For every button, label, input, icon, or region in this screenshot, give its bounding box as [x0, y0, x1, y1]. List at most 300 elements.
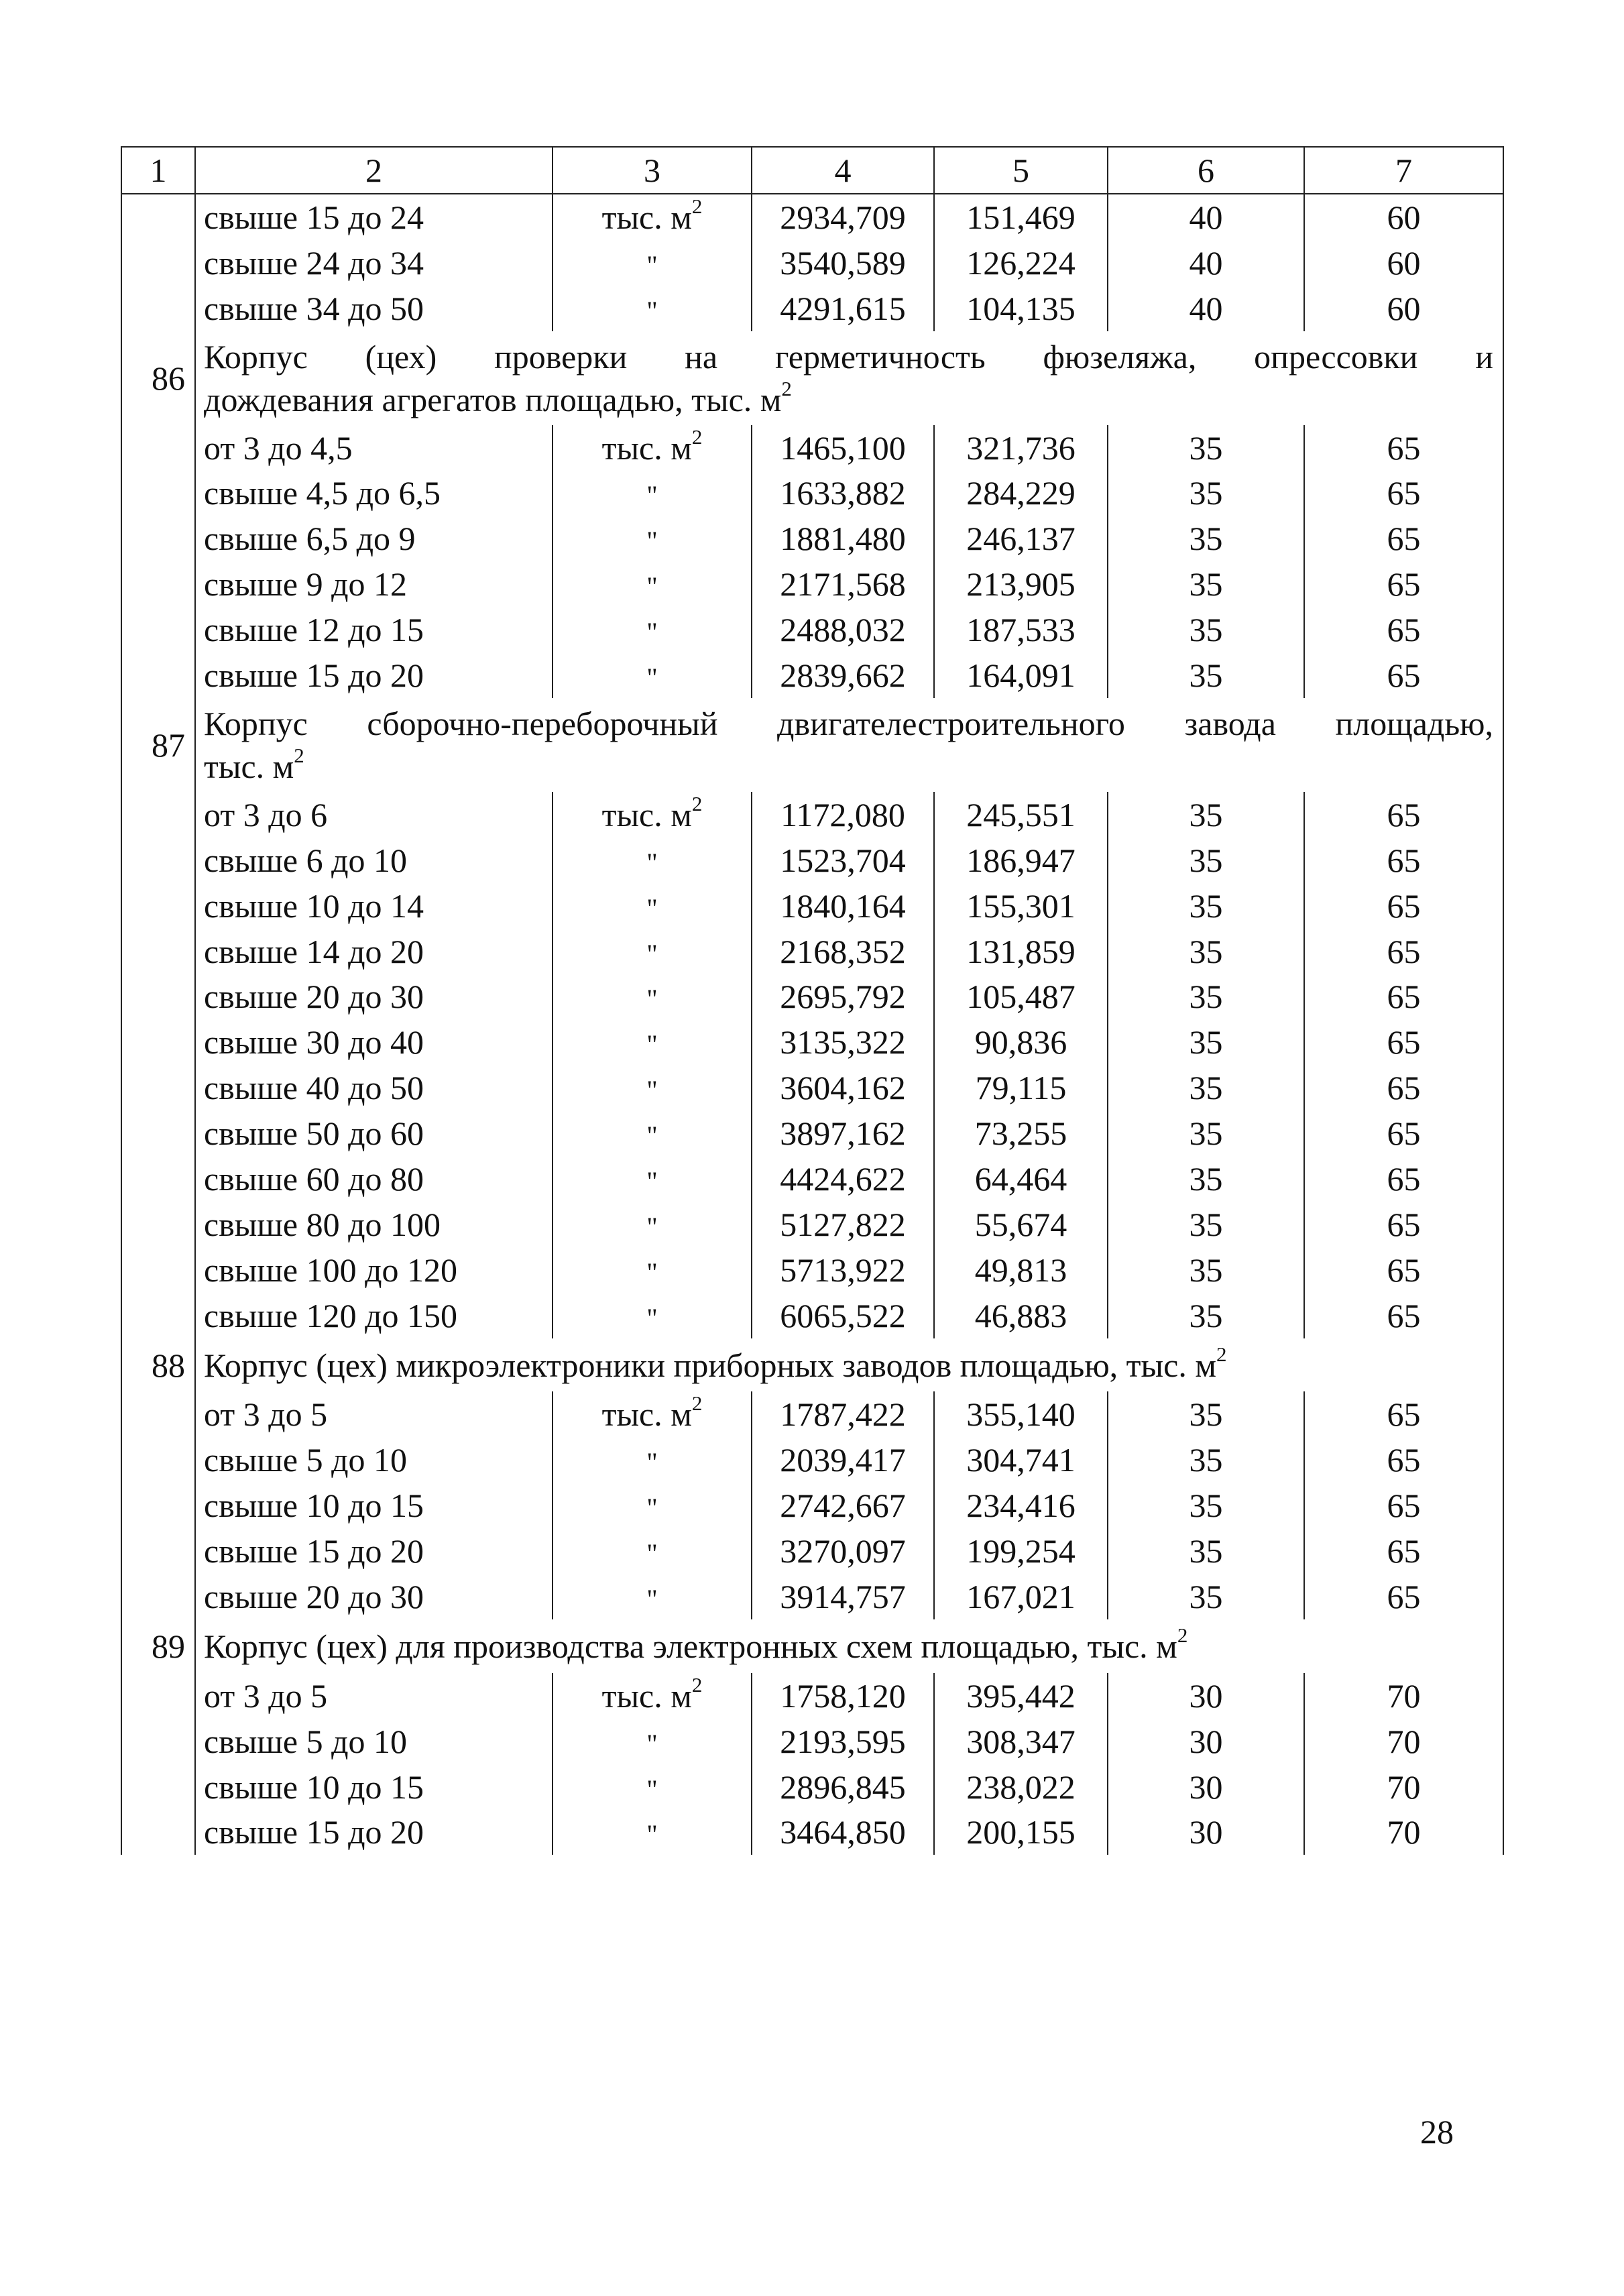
unit-cell [553, 1391, 752, 1437]
unit-cell [553, 516, 752, 561]
unit-cell [553, 1247, 752, 1293]
empty-number-cell [121, 1293, 195, 1338]
unit-cell [553, 838, 752, 883]
section-title-line1: Корпус (цех) проверки на герметичность фюзеляжа, опрессовки и [204, 337, 1493, 376]
unit-cell [553, 652, 752, 698]
value-col5: 73,255 [934, 1110, 1108, 1156]
section-title [195, 331, 1503, 425]
value-col6: 30 [1108, 1673, 1304, 1719]
unit-cell [553, 1673, 752, 1719]
value-col5: 55,674 [934, 1202, 1108, 1247]
section-title-line2-wrap [204, 745, 1493, 788]
unit-cell [553, 240, 752, 286]
empty-number-cell [121, 1019, 195, 1065]
value-col6: 35 [1108, 1110, 1304, 1156]
size-range: свыше 10 до 15 [195, 1764, 553, 1810]
table-row [121, 286, 1503, 331]
value-col4: 6065,522 [752, 1293, 934, 1338]
column-header-1: 1 [121, 147, 195, 194]
value-col4: 2934,709 [752, 194, 934, 240]
section-title-row [121, 331, 1503, 425]
value-col5: 187,533 [934, 607, 1108, 652]
value-col4: 3135,322 [752, 1019, 934, 1065]
empty-number-cell [121, 1065, 195, 1110]
value-col7: 65 [1304, 425, 1503, 471]
value-col6: 35 [1108, 929, 1304, 974]
value-col7: 60 [1304, 194, 1503, 240]
value-col7: 65 [1304, 652, 1503, 698]
column-header-3: 3 [553, 147, 752, 194]
section-title [195, 1338, 1503, 1392]
unit-text: тыс. м [601, 1676, 692, 1715]
section-title-row [121, 1619, 1503, 1673]
unit-superscript: 2 [691, 1391, 703, 1416]
table-row [121, 516, 1503, 561]
empty-number-cell [121, 838, 195, 883]
section-title-row [121, 1338, 1503, 1392]
value-col7: 70 [1304, 1673, 1503, 1719]
unit-text: " [646, 1447, 658, 1478]
unit-cell [553, 883, 752, 929]
unit-text: " [646, 1211, 658, 1242]
size-range: от 3 до 5 [195, 1391, 553, 1437]
unit-cell [553, 1156, 752, 1202]
value-col4: 3604,162 [752, 1065, 934, 1110]
unit-superscript: 2 [691, 791, 703, 815]
value-col5: 126,224 [934, 240, 1108, 286]
value-col7: 65 [1304, 1110, 1503, 1156]
empty-number-cell [121, 1247, 195, 1293]
unit-text: " [646, 1029, 658, 1060]
value-col7: 65 [1304, 1293, 1503, 1338]
value-col7: 65 [1304, 1247, 1503, 1293]
table-row [121, 1247, 1503, 1293]
value-col6: 35 [1108, 1019, 1304, 1065]
unit-text: " [646, 571, 658, 602]
table-row [121, 194, 1503, 240]
value-col5: 199,254 [934, 1528, 1108, 1574]
value-col6: 35 [1108, 1391, 1304, 1437]
unit-cell [553, 974, 752, 1019]
value-col4: 1172,080 [752, 792, 934, 838]
size-range: свыше 10 до 15 [195, 1483, 553, 1528]
unit-cell [553, 1293, 752, 1338]
unit-text: " [646, 1075, 658, 1106]
value-col7: 60 [1304, 240, 1503, 286]
value-col7: 65 [1304, 470, 1503, 516]
table-row [121, 1764, 1503, 1810]
table-row [121, 929, 1503, 974]
column-header-4: 4 [752, 147, 934, 194]
table-row [121, 561, 1503, 607]
unit-cell [553, 1065, 752, 1110]
size-range: свыше 5 до 10 [195, 1437, 553, 1483]
value-col5: 355,140 [934, 1391, 1108, 1437]
table-row [121, 1437, 1503, 1483]
table-row [121, 240, 1503, 286]
value-col6: 35 [1108, 1437, 1304, 1483]
unit-superscript: 2 [294, 743, 304, 767]
table-row [121, 792, 1503, 838]
value-col4: 2488,032 [752, 607, 934, 652]
size-range: свыше 14 до 20 [195, 929, 553, 974]
value-col4: 1758,120 [752, 1673, 934, 1719]
value-col7: 65 [1304, 561, 1503, 607]
value-col7: 65 [1304, 1574, 1503, 1619]
table-body [121, 147, 1503, 1855]
unit-text: " [646, 617, 658, 648]
unit-cell [553, 1528, 752, 1574]
table-row [121, 974, 1503, 1019]
empty-number-cell [121, 1719, 195, 1764]
unit-cell [553, 1110, 752, 1156]
value-col6: 35 [1108, 1293, 1304, 1338]
value-col5: 151,469 [934, 194, 1108, 240]
unit-text: " [646, 1728, 658, 1759]
unit-text: " [646, 1538, 658, 1569]
value-col4: 2039,417 [752, 1437, 934, 1483]
size-range: свыше 6 до 10 [195, 838, 553, 883]
table-row [121, 1528, 1503, 1574]
value-col6: 35 [1108, 1483, 1304, 1528]
value-col7: 70 [1304, 1764, 1503, 1810]
value-col6: 35 [1108, 1202, 1304, 1247]
unit-text: " [646, 1302, 658, 1333]
unit-cell [553, 561, 752, 607]
unit-text: " [646, 1121, 658, 1151]
unit-superscript: 2 [781, 376, 792, 400]
value-col6: 35 [1108, 425, 1304, 471]
value-col4: 3914,757 [752, 1574, 934, 1619]
unit-text: тыс. м [601, 198, 692, 236]
value-col4: 4424,622 [752, 1156, 934, 1202]
value-col4: 2896,845 [752, 1764, 934, 1810]
value-col4: 2695,792 [752, 974, 934, 1019]
table-row [121, 1065, 1503, 1110]
empty-number-cell [121, 1764, 195, 1810]
size-range: свыше 120 до 150 [195, 1293, 553, 1338]
size-range: от 3 до 5 [195, 1673, 553, 1719]
table-row [121, 652, 1503, 698]
value-col7: 65 [1304, 792, 1503, 838]
value-col7: 65 [1304, 974, 1503, 1019]
unit-text: тыс. м [601, 1395, 692, 1434]
value-col5: 234,416 [934, 1483, 1108, 1528]
value-col6: 35 [1108, 470, 1304, 516]
unit-superscript: 2 [1216, 1342, 1227, 1366]
value-col5: 395,442 [934, 1673, 1108, 1719]
value-col4: 2839,662 [752, 652, 934, 698]
empty-number-cell [121, 240, 195, 286]
size-range: свыше 15 до 20 [195, 1810, 553, 1855]
size-range: свыше 5 до 10 [195, 1719, 553, 1764]
page-number: 28 [1420, 2113, 1454, 2150]
table-row [121, 1391, 1503, 1437]
unit-cell [553, 1719, 752, 1764]
empty-number-cell [121, 561, 195, 607]
size-range: свыше 100 до 120 [195, 1247, 553, 1293]
value-col6: 35 [1108, 974, 1304, 1019]
empty-number-cell [121, 1528, 195, 1574]
value-col7: 65 [1304, 1065, 1503, 1110]
value-col4: 2168,352 [752, 929, 934, 974]
unit-text: " [646, 249, 658, 280]
value-col4: 2193,595 [752, 1719, 934, 1764]
value-col6: 35 [1108, 561, 1304, 607]
value-col5: 90,836 [934, 1019, 1108, 1065]
size-range: свыше 40 до 50 [195, 1065, 553, 1110]
column-header-2: 2 [195, 147, 553, 194]
unit-text: тыс. м [601, 428, 692, 467]
value-col4: 4291,615 [752, 286, 934, 331]
value-col5: 104,135 [934, 286, 1108, 331]
value-col6: 30 [1108, 1719, 1304, 1764]
size-range: от 3 до 6 [195, 792, 553, 838]
size-range: свыше 6,5 до 9 [195, 516, 553, 561]
value-col7: 65 [1304, 883, 1503, 929]
size-range: от 3 до 4,5 [195, 425, 553, 471]
value-col6: 35 [1108, 792, 1304, 838]
value-col6: 35 [1108, 883, 1304, 929]
unit-text: тыс. м [601, 795, 692, 834]
section-number: 89 [121, 1619, 195, 1673]
unit-text: " [646, 662, 658, 693]
unit-text: " [646, 295, 658, 326]
value-col7: 65 [1304, 1156, 1503, 1202]
value-col7: 65 [1304, 1391, 1503, 1437]
unit-text: " [646, 893, 658, 923]
value-col5: 49,813 [934, 1247, 1108, 1293]
size-range: свыше 30 до 40 [195, 1019, 553, 1065]
table-row [121, 1202, 1503, 1247]
unit-cell [553, 607, 752, 652]
section-title-line1: Корпус сборочно-переборочный двигателестроительного завода площадью, [204, 704, 1493, 742]
value-col6: 35 [1108, 1065, 1304, 1110]
empty-number-cell [121, 194, 195, 240]
unit-cell [553, 425, 752, 471]
value-col6: 35 [1108, 1574, 1304, 1619]
value-col4: 1881,480 [752, 516, 934, 561]
empty-number-cell [121, 1391, 195, 1437]
value-col6: 30 [1108, 1810, 1304, 1855]
value-col6: 35 [1108, 652, 1304, 698]
unit-text: " [646, 984, 658, 1015]
value-col7: 65 [1304, 1019, 1503, 1065]
size-range: свыше 24 до 34 [195, 240, 553, 286]
value-col6: 35 [1108, 1156, 1304, 1202]
empty-number-cell [121, 1156, 195, 1202]
unit-cell [553, 1019, 752, 1065]
table-row [121, 883, 1503, 929]
unit-text: " [646, 1774, 658, 1804]
value-col5: 245,551 [934, 792, 1108, 838]
table-row [121, 1574, 1503, 1619]
section-number: 86 [121, 331, 195, 425]
unit-superscript: 2 [691, 424, 703, 449]
value-col4: 3464,850 [752, 1810, 934, 1855]
unit-superscript: 2 [691, 194, 703, 218]
size-range: свыше 15 до 24 [195, 194, 553, 240]
value-col4: 1465,100 [752, 425, 934, 471]
table-row [121, 425, 1503, 471]
table-row [121, 1293, 1503, 1338]
value-col7: 65 [1304, 838, 1503, 883]
value-col5: 131,859 [934, 929, 1108, 974]
value-col5: 79,115 [934, 1065, 1108, 1110]
value-col5: 64,464 [934, 1156, 1108, 1202]
value-col7: 65 [1304, 1202, 1503, 1247]
empty-number-cell [121, 652, 195, 698]
value-col5: 284,229 [934, 470, 1108, 516]
section-title [195, 698, 1503, 792]
value-col5: 238,022 [934, 1764, 1108, 1810]
table-row [121, 1719, 1503, 1764]
size-range: свыше 9 до 12 [195, 561, 553, 607]
value-col6: 35 [1108, 516, 1304, 561]
empty-number-cell [121, 607, 195, 652]
table-row [121, 1019, 1503, 1065]
table-row [121, 1810, 1503, 1855]
unit-cell [553, 1483, 752, 1528]
value-col4: 2742,667 [752, 1483, 934, 1528]
unit-text: " [646, 480, 658, 511]
value-col5: 164,091 [934, 652, 1108, 698]
empty-number-cell [121, 1437, 195, 1483]
unit-text: " [646, 1583, 658, 1614]
value-col4: 1840,164 [752, 883, 934, 929]
value-col7: 60 [1304, 286, 1503, 331]
value-col5: 46,883 [934, 1293, 1108, 1338]
empty-number-cell [121, 974, 195, 1019]
empty-number-cell [121, 883, 195, 929]
value-col4: 3540,589 [752, 240, 934, 286]
section-title [195, 1619, 1503, 1673]
value-col4: 1523,704 [752, 838, 934, 883]
value-col6: 40 [1108, 240, 1304, 286]
value-col4: 3897,162 [752, 1110, 934, 1156]
unit-text: " [646, 938, 658, 969]
unit-cell [553, 792, 752, 838]
value-col5: 213,905 [934, 561, 1108, 607]
section-number: 87 [121, 698, 195, 792]
table-row [121, 1673, 1503, 1719]
value-col5: 186,947 [934, 838, 1108, 883]
size-range: свыше 60 до 80 [195, 1156, 553, 1202]
value-col5: 308,347 [934, 1719, 1108, 1764]
value-col6: 40 [1108, 194, 1304, 240]
value-col6: 35 [1108, 607, 1304, 652]
value-col6: 30 [1108, 1764, 1304, 1810]
size-range: свыше 20 до 30 [195, 1574, 553, 1619]
value-col5: 304,741 [934, 1437, 1108, 1483]
header-row [121, 147, 1503, 194]
table-row [121, 1156, 1503, 1202]
value-col6: 40 [1108, 286, 1304, 331]
unit-superscript: 2 [691, 1672, 703, 1697]
empty-number-cell [121, 425, 195, 471]
unit-cell [553, 1574, 752, 1619]
size-range: свыше 15 до 20 [195, 1528, 553, 1574]
unit-text: " [646, 1819, 658, 1850]
section-title-line2: тыс. м [204, 747, 294, 785]
size-range: свыше 10 до 14 [195, 883, 553, 929]
table-row [121, 607, 1503, 652]
unit-cell [553, 470, 752, 516]
value-col7: 65 [1304, 516, 1503, 561]
section-title-line2: дождевания агрегатов площадью, тыс. м [204, 380, 782, 418]
value-col5: 167,021 [934, 1574, 1108, 1619]
unit-superscript: 2 [1177, 1623, 1188, 1647]
unit-text: " [646, 1165, 658, 1196]
table-row [121, 470, 1503, 516]
value-col5: 321,736 [934, 425, 1108, 471]
value-col6: 35 [1108, 838, 1304, 883]
value-col4: 3270,097 [752, 1528, 934, 1574]
empty-number-cell [121, 1110, 195, 1156]
unit-cell [553, 1764, 752, 1810]
empty-number-cell [121, 1202, 195, 1247]
unit-cell [553, 1810, 752, 1855]
value-col4: 5127,822 [752, 1202, 934, 1247]
section-number: 88 [121, 1338, 195, 1392]
section-title-row [121, 698, 1503, 792]
unit-cell [553, 1202, 752, 1247]
empty-number-cell [121, 1673, 195, 1719]
empty-number-cell [121, 1483, 195, 1528]
norms-table [121, 146, 1504, 1855]
table-row [121, 1483, 1503, 1528]
value-col7: 65 [1304, 1437, 1503, 1483]
empty-number-cell [121, 1810, 195, 1855]
unit-cell [553, 286, 752, 331]
empty-number-cell [121, 470, 195, 516]
value-col5: 200,155 [934, 1810, 1108, 1855]
section-title-line2-wrap [204, 378, 1493, 421]
table-row [121, 838, 1503, 883]
value-col5: 105,487 [934, 974, 1108, 1019]
size-range: свыше 80 до 100 [195, 1202, 553, 1247]
value-col7: 65 [1304, 1528, 1503, 1574]
empty-number-cell [121, 792, 195, 838]
value-col5: 155,301 [934, 883, 1108, 929]
empty-number-cell [121, 929, 195, 974]
empty-number-cell [121, 286, 195, 331]
unit-cell [553, 1437, 752, 1483]
size-range: свыше 50 до 60 [195, 1110, 553, 1156]
value-col5: 246,137 [934, 516, 1108, 561]
value-col6: 35 [1108, 1247, 1304, 1293]
size-range: свыше 4,5 до 6,5 [195, 470, 553, 516]
empty-number-cell [121, 1574, 195, 1619]
column-header-7: 7 [1304, 147, 1503, 194]
unit-text: " [646, 1257, 658, 1287]
value-col7: 65 [1304, 1483, 1503, 1528]
value-col7: 65 [1304, 929, 1503, 974]
section-title-line1: Корпус (цех) микроэлектроники приборных заводов площадью, тыс. м [204, 1346, 1216, 1384]
value-col6: 35 [1108, 1528, 1304, 1574]
table-row [121, 1110, 1503, 1156]
value-col7: 65 [1304, 607, 1503, 652]
size-range: свыше 20 до 30 [195, 974, 553, 1019]
value-col4: 1787,422 [752, 1391, 934, 1437]
value-col7: 70 [1304, 1719, 1503, 1764]
column-header-6: 6 [1108, 147, 1304, 194]
unit-cell [553, 194, 752, 240]
value-col4: 5713,922 [752, 1247, 934, 1293]
value-col7: 70 [1304, 1810, 1503, 1855]
column-header-5: 5 [934, 147, 1108, 194]
unit-cell [553, 929, 752, 974]
